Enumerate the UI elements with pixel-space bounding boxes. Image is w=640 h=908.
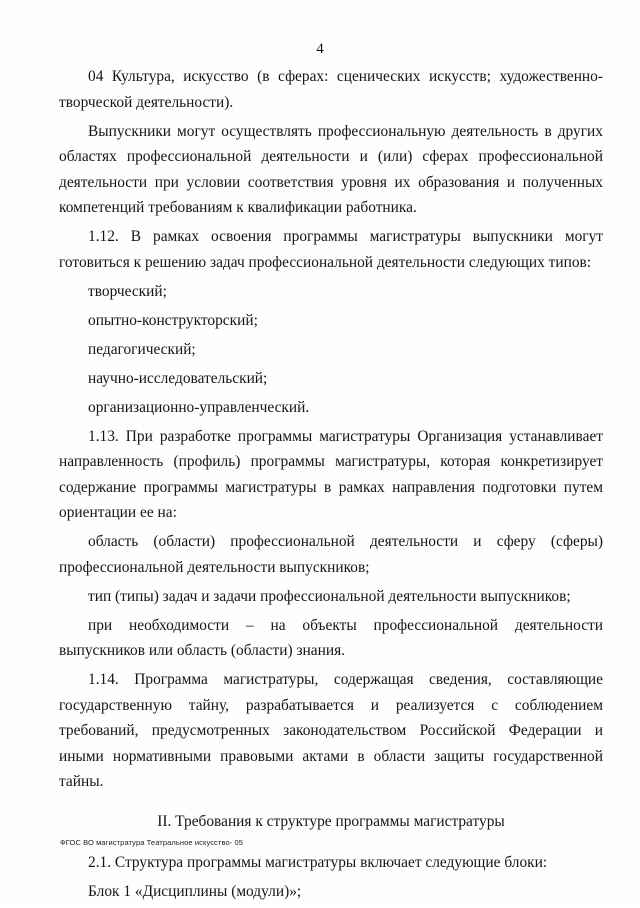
paragraph-2-1: 2.1. Структура программы магистратуры включает следующие блоки: — [88, 854, 548, 871]
list-item-pedagogical: педагогический; — [88, 340, 196, 358]
list-item-creative: творческий; — [88, 282, 167, 300]
paragraph-orientation-objects: при необходимости – на объекты профессиональной деятельности выпускников или область (области) знания. — [59, 616, 603, 659]
section-heading: II. Требования к структуре программы магистратуры — [157, 812, 505, 830]
list-item-research: научно-исследовательский; — [88, 369, 268, 387]
document-body — [59, 64, 603, 908]
paragraph-orientation-tasks: тип (типы) задач и задачи профессиональной деятельности выпускников; — [88, 587, 571, 605]
page-number: 4 — [316, 41, 324, 57]
paragraph-field-of-activity: 04 Культура, искусство (в сферах: сценических искусств; художественно-творческой деятельности). — [59, 68, 603, 111]
paragraph-graduates-other-fields: Выпускники могут осуществлять профессиональную деятельность в других областях профессиональной деятельности и (или) сферах профессиональной деятельности при условии соответствия уровня их образования и полученных компетенций требованиям к квалификации работника. — [59, 122, 603, 216]
list-item-experimental-design: опытно-конструкторский; — [88, 311, 258, 329]
list-item-managerial: организационно-управленческий. — [88, 398, 310, 416]
paragraph-1-12: 1.12. В рамках освоения программы магистратуры выпускники могут готовиться к решению задач профессиональной деятельности следующих типов: — [59, 228, 603, 271]
document-footer: ФГОС ВО магистратура Театральное искусство- 05 — [60, 838, 244, 847]
paragraph-1-14: 1.14. Программа магистратуры, содержащая сведения, составляющие государственную тайну, разрабатывается и реализуется с соблюдением требований, предусмотренных законодательством Российской Федерации и иными нормативными правовыми актами в области защиты государственной тайны. — [59, 671, 603, 790]
paragraph-1-13: 1.13. При разработке программы магистратуры Организация устанавливает направленность (профиль) программы магистратуры, которая конкретизирует содержание программы магистратуры в рамках направления подготовки путем ориентации ее на: — [59, 427, 603, 521]
list-item-block-1: Блок 1 «Дисциплины (модули)»; — [88, 883, 302, 900]
paragraph-orientation-area: область (области) профессиональной деятельности и сферу (сферы) профессиональной деятельности выпускников; — [59, 533, 603, 576]
